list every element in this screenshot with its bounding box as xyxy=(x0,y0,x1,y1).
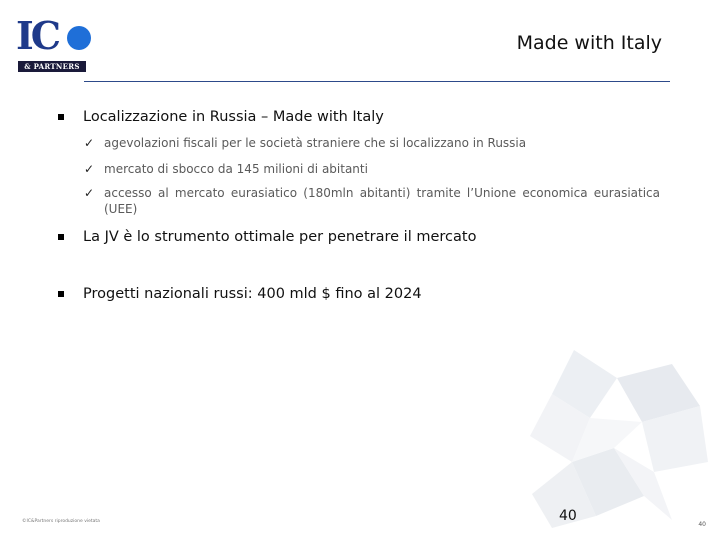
page-number: 40 xyxy=(559,508,577,524)
bullet-item xyxy=(58,108,384,126)
logo-dot xyxy=(67,26,91,50)
square-bullet-icon xyxy=(58,234,64,240)
bullet-item xyxy=(58,285,422,303)
bullet-item xyxy=(58,228,476,246)
square-bullet-icon xyxy=(58,114,64,120)
decorative-arrows-graphic xyxy=(522,344,712,534)
sub-item-text: agevolazioni fiscali per le società straniere che si localizzano in Russia xyxy=(104,136,527,150)
bullet-text: Progetti nazionali russi: 400 mld $ fino al 2024 xyxy=(83,286,422,302)
check-icon: ✓ xyxy=(84,186,95,200)
logo-partners-text: & PARTNERS xyxy=(24,62,80,71)
sub-item xyxy=(84,185,660,217)
bullet-text: Localizzazione in Russia – Made with Italy xyxy=(83,109,384,125)
check-icon: ✓ xyxy=(84,136,95,150)
sub-item xyxy=(84,135,526,151)
footer-copyright: ©IC&Partners riproduzione vietata xyxy=(22,519,100,524)
square-bullet-icon xyxy=(58,291,64,297)
check-icon: ✓ xyxy=(84,162,95,176)
page-number-small: 40 xyxy=(698,521,706,528)
company-logo xyxy=(16,14,86,72)
logo-letters: IC xyxy=(16,13,59,58)
sub-item xyxy=(84,161,368,177)
sub-item-text: accesso al mercato eurasiatico (180mln abitanti) tramite l’Unione economica eurasiatica (UEE) xyxy=(104,186,660,216)
header-divider xyxy=(84,81,670,82)
slide-title: Made with Italy xyxy=(516,32,662,54)
sub-item-text: mercato di sbocco da 145 milioni di abitanti xyxy=(104,162,368,176)
bullet-text: La JV è lo strumento ottimale per penetrare il mercato xyxy=(83,229,477,245)
